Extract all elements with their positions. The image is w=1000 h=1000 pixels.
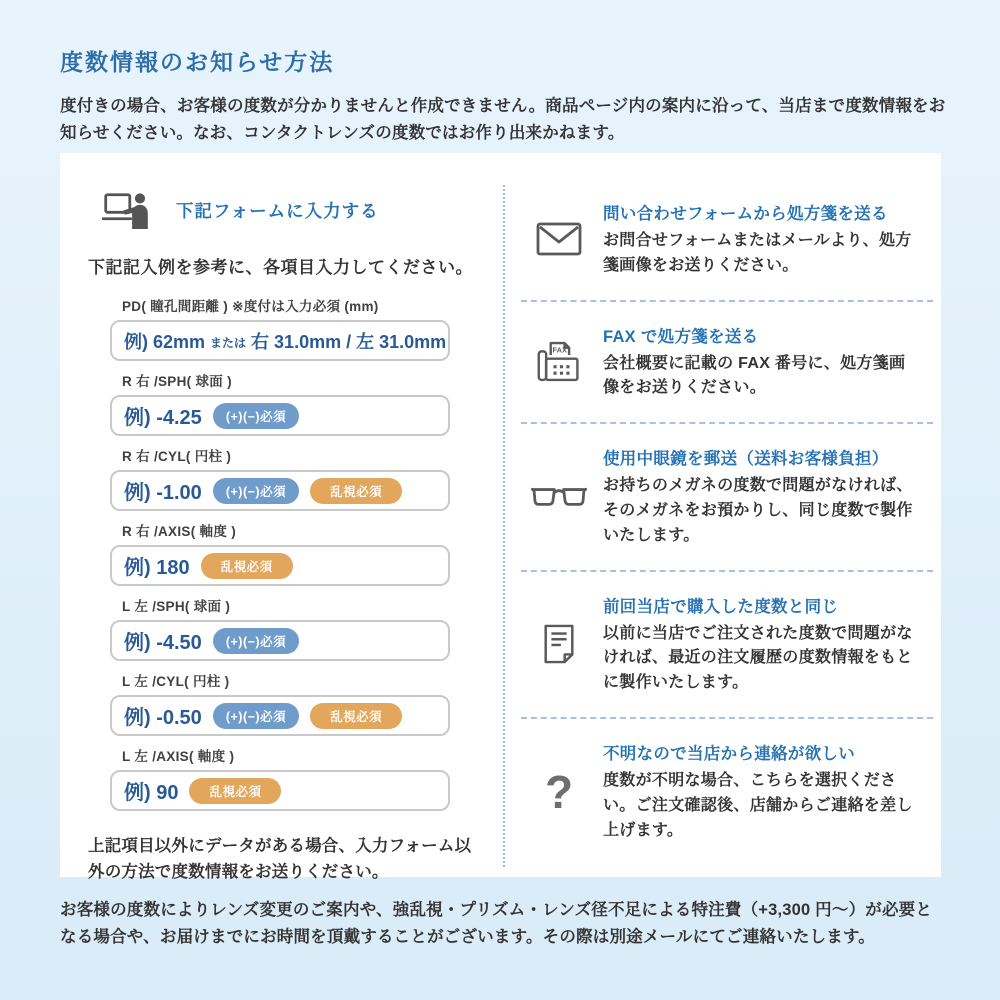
- sign-required-badge: (+)(−)必須: [213, 403, 299, 429]
- example-input-box: [110, 320, 450, 361]
- form-guide-header: [88, 187, 503, 233]
- question-icon: ?: [544, 765, 574, 818]
- field-label: R 右 /CYL( 円柱 ): [122, 449, 232, 464]
- form-field-l-cyl: [110, 670, 450, 736]
- method-body: 度数が不明な場合、こちらを選択ください。ご注文確認後、店舗からご連絡を差し上げます。: [603, 771, 913, 839]
- form-guide-heading: 下記フォームに入力する: [176, 200, 379, 221]
- form-example-fields: [110, 295, 450, 811]
- method-heading: 問い合わせフォームから処方箋を送る: [603, 205, 888, 223]
- method-body: 会社概要に記載の FAX 番号に、処方箋画像をお送りください。: [603, 354, 906, 397]
- method-text: [603, 740, 919, 843]
- example-value: 例) -4.50: [124, 632, 202, 654]
- page-footer-note: お客様の度数によりレンズ変更のご案内や、強乱視・プリズム・レンズ径不足による特注費（+3,300 円〜）が必要となる場合や、お届けまでにお時間を頂戴することがございます。その際は別途メールにてご連絡いたします。: [60, 901, 933, 946]
- example-value-alt: 右 31.0mm / 左 31.0mm: [251, 331, 447, 352]
- form-footer-note: 上記項目以外にデータがある場合、入力フォーム以外の方法で度数情報をお送りください。: [88, 837, 472, 882]
- astigmatism-required-badge: 乱視必須: [201, 553, 293, 579]
- example-value: 例) 90: [124, 782, 179, 804]
- example-value: 例) -0.50: [124, 707, 202, 729]
- method-body: お問合せフォームまたはメールより、処方箋画像をお送りください。: [603, 232, 912, 274]
- method-text: [603, 323, 919, 402]
- method-body: お持ちのメガネの度数で問題がなければ、そのメガネをお預かりし、同じ度数で製作いたします。: [603, 477, 913, 544]
- field-label: R 右 /AXIS( 軸度 ): [122, 524, 237, 539]
- form-field-r-cyl: [110, 445, 450, 511]
- method-body: 以前に当店でご注文された度数で問題がなければ、最近の注文履歴の度数情報をもとに製作いたします。: [603, 624, 913, 692]
- example-input-box: [110, 620, 450, 661]
- svg-text:FAX: FAX: [552, 345, 567, 355]
- example-input-box: [110, 695, 450, 736]
- glasses-icon: [531, 484, 587, 509]
- example-input-box: [110, 770, 450, 811]
- field-label: R 右 /SPH( 球面 ): [122, 374, 232, 389]
- astigmatism-required-badge: 乱視必須: [189, 778, 281, 804]
- example-value: 例) 62mm: [124, 331, 206, 352]
- sign-required-badge: (+)(−)必須: [213, 628, 299, 654]
- example-joiner: または: [210, 335, 247, 350]
- methods-list: [503, 179, 941, 864]
- method-contact-form: [521, 179, 933, 302]
- method-heading: FAX で処方箋を送る: [603, 327, 759, 346]
- document-icon: [531, 623, 587, 665]
- field-label: PD( 瞳孔間距離 ) ※度付は入力必須 (mm): [122, 299, 379, 314]
- astigmatism-required-badge: 乱視必須: [310, 703, 402, 729]
- method-mail-glasses: [521, 424, 933, 571]
- page-intro: 度付きの場合、お客様の度数が分かりませんと作成できません。商品ページ内の案内に沿って、当店まで度数情報をお知らせください。なお、コンタクトレンズの度数ではお作り出来かねます。: [60, 97, 946, 142]
- mail-icon: [531, 222, 587, 256]
- method-heading: 前回当店で購入した度数と同じ: [603, 597, 839, 616]
- methods-column: [503, 153, 941, 877]
- example-input-box: [110, 545, 450, 586]
- form-field-r-axis: [110, 520, 450, 586]
- fax-icon: [531, 340, 587, 383]
- example-input-box: [110, 395, 450, 436]
- method-contact-me: [521, 719, 933, 864]
- example-value: 例) 180: [124, 557, 190, 579]
- page-title: 度数情報のお知らせ方法: [60, 49, 335, 75]
- example-input-box: [110, 470, 450, 511]
- form-field-pd: [110, 295, 450, 361]
- method-text: [603, 445, 919, 548]
- field-label: L 左 /CYL( 円柱 ): [122, 674, 230, 689]
- astigmatism-required-badge: 乱視必須: [310, 478, 402, 504]
- example-value: 例) -4.25: [124, 407, 202, 429]
- form-guide-column: [60, 153, 503, 882]
- field-label: L 左 /SPH( 球面 ): [122, 599, 231, 614]
- person-at-computer-icon: [102, 191, 152, 229]
- example-value: 例) -1.00: [124, 482, 202, 504]
- sign-required-badge: (+)(−)必須: [213, 478, 299, 504]
- method-heading: 使用中眼鏡を郵送（送料お客様負担）: [603, 450, 889, 469]
- field-label: L 左 /AXIS( 軸度 ): [122, 749, 235, 764]
- method-fax: [521, 302, 933, 425]
- sign-required-badge: (+)(−)必須: [213, 703, 299, 729]
- form-field-l-sph: [110, 595, 450, 661]
- method-heading: 不明なので当店から連絡が欲しい: [603, 744, 855, 763]
- info-panel: [60, 153, 941, 882]
- method-previous-order: [521, 572, 933, 719]
- method-text: [603, 593, 919, 696]
- form-instruction: 下記記入例を参考に、各項目入力してください。: [88, 258, 473, 277]
- form-field-r-sph: [110, 370, 450, 436]
- form-field-l-axis: [110, 745, 450, 811]
- method-text: [603, 200, 919, 279]
